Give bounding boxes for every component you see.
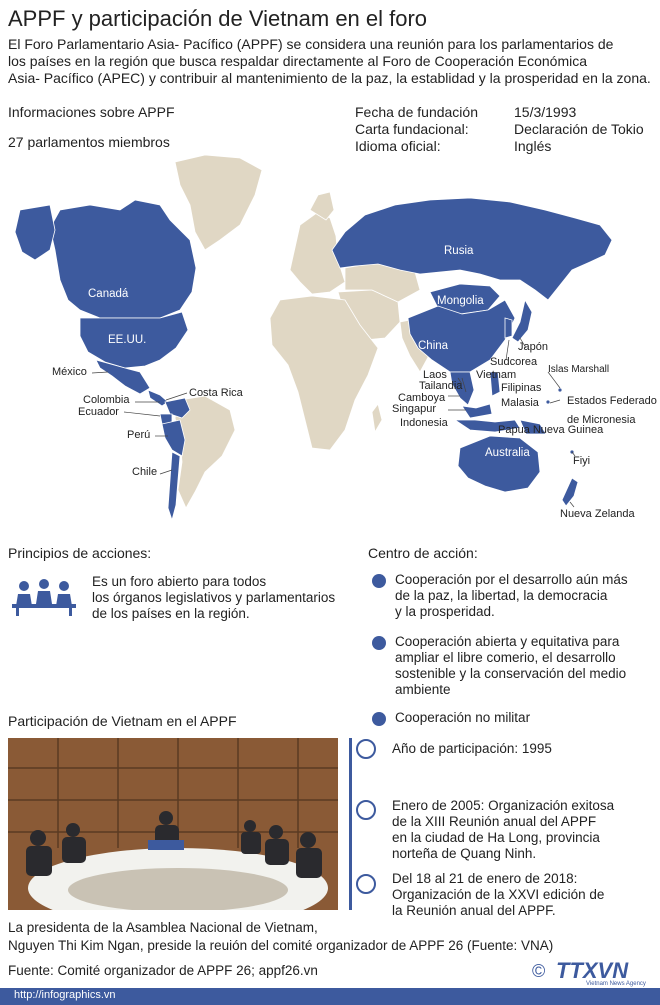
label-australia: Australia xyxy=(485,447,530,459)
center-item-line: de la paz, la libertad, la democracia xyxy=(395,588,608,603)
label-islas-marshall: Islas Marshall xyxy=(548,364,610,375)
center-item-line: Cooperación por el desarrollo aún más xyxy=(395,572,628,587)
fact-value-founding: 15/3/1993 xyxy=(514,104,577,120)
fact-label-charter: Carta fundacional: xyxy=(355,121,469,137)
vietnam-heading: Participación de Vietnam en el APPF xyxy=(8,713,237,729)
label-nueva-zelanda: Nueva Zelanda xyxy=(560,508,635,520)
timeline-line-text: norteña de Quang Ninh. xyxy=(392,846,537,861)
label-indonesia: Indonesia xyxy=(400,417,448,429)
center-item-line: y la prosperidad. xyxy=(395,604,495,619)
timeline-item-2 xyxy=(392,798,614,862)
intro-line: los países en la región que busca respaldar directamente al Foro de Cooperación Económica xyxy=(8,53,588,69)
fact-label-language: Idioma oficial: xyxy=(355,138,441,154)
timeline-line xyxy=(349,738,352,910)
label-filipinas: Filipinas xyxy=(501,382,542,394)
meeting-photo xyxy=(8,738,338,910)
info-heading: Informaciones sobre APPF xyxy=(8,104,175,120)
label-ecuador: Ecuador xyxy=(78,406,119,418)
meeting-icon xyxy=(10,578,78,618)
label-canada: Canadá xyxy=(88,288,129,300)
principles-heading: Principios de acciones: xyxy=(8,545,152,561)
micronesia-shape xyxy=(546,400,550,404)
australia-shape xyxy=(458,436,540,492)
intro-line: El Foro Parlamentario Asia- Pacífico (APPF) se considera una reunión para los parlamentarios de xyxy=(8,36,614,52)
center-item-line: Cooperación no militar xyxy=(395,710,531,725)
timeline-line-text: en la ciudad de Ha Long, provincia xyxy=(392,830,600,845)
label-costa-rica: Costa Rica xyxy=(189,387,243,399)
label-tailandia: Tailandia xyxy=(419,380,463,392)
footer-bar xyxy=(0,988,660,1005)
alaska-shape xyxy=(15,205,55,260)
source-text: Fuente: Comité organizador de APPF 26; appf26.vn xyxy=(8,963,318,978)
central-america-shape xyxy=(148,390,168,406)
label-malasia: Malasia xyxy=(501,397,539,409)
principles-text xyxy=(92,574,335,622)
timeline-line-text: de la XIII Reunión anual del APPF xyxy=(392,814,597,829)
timeline-item-1 xyxy=(392,741,552,757)
principles-line: de los países en la región. xyxy=(92,606,250,621)
footer-url[interactable]: http://infographics.vn xyxy=(14,989,116,1001)
timeline-marker-icon xyxy=(356,874,376,894)
center-item-2 xyxy=(395,634,626,698)
timeline-line-text: Del 18 al 21 de enero de 2018: xyxy=(392,871,578,886)
label-papua: Papua Nueva Guinea xyxy=(498,424,604,436)
timeline-line-text: Año de participación: 1995 xyxy=(392,741,552,756)
fact-label-founding: Fecha de fundación xyxy=(355,104,478,120)
timeline-marker-icon xyxy=(356,739,376,759)
timeline-marker-icon xyxy=(356,800,376,820)
caption-line: La presidenta de la Asamblea Nacional de Vietnam, xyxy=(8,920,318,935)
label-chile: Chile xyxy=(132,466,158,478)
fact-value-charter: Declaración de Tokio xyxy=(514,121,644,137)
bullet-icon xyxy=(372,636,386,650)
marshall-islands-shape xyxy=(558,388,562,392)
world-map xyxy=(0,150,660,530)
label-mexico: México xyxy=(52,366,87,378)
label-micronesia-2: de Micronesia xyxy=(567,414,636,426)
label-singapur: Singapur xyxy=(392,403,437,415)
label-rusia: Rusia xyxy=(444,245,474,257)
label-micronesia-1: Estados Federado xyxy=(567,395,657,407)
center-item-3 xyxy=(395,710,530,726)
center-item-line: sostenible y la conservación del medio xyxy=(395,666,627,681)
ttxvn-logo: TTXVN xyxy=(556,958,629,983)
center-item-1 xyxy=(395,572,628,620)
label-peru: Perú xyxy=(127,429,151,441)
label-usa: EE.UU. xyxy=(108,334,147,346)
principles-line: los órganos legislativos y parlamentarios xyxy=(92,590,336,605)
intro-text xyxy=(8,36,653,87)
members-count: 27 parlamentos miembros xyxy=(8,134,170,150)
principles-line: Es un foro abierto para todos xyxy=(92,574,267,589)
label-japon: Japón xyxy=(518,341,548,353)
center-item-line: Cooperación abierta y equitativa para xyxy=(395,634,620,649)
center-item-line: ampliar el libre comerio, el desarrollo xyxy=(395,650,616,665)
label-laos: Laos xyxy=(423,369,447,381)
fact-value-language: Inglés xyxy=(514,138,552,154)
label-colombia: Colombia xyxy=(83,394,130,406)
peru-shape xyxy=(162,420,185,456)
label-mongolia: Mongolia xyxy=(437,295,484,307)
label-vietnam: Vietnam xyxy=(476,369,517,381)
logo-subtitle: Vietnam News Agency xyxy=(586,981,646,987)
greenland-shape xyxy=(175,155,262,250)
center-heading: Centro de acción: xyxy=(368,545,478,561)
korea-shape xyxy=(505,318,512,338)
photo-caption xyxy=(8,919,553,955)
label-china: China xyxy=(418,340,449,352)
timeline-line-text: Enero de 2005: Organización exitosa xyxy=(392,798,615,813)
intro-line: Asia- Pacífico (APEC) y contribuir al mantenimiento de la paz, la establidad y la prosperidad en la zona. xyxy=(8,70,651,86)
label-fiyi: Fiyi xyxy=(573,455,591,467)
timeline-line-text: Organización de la XXVI edición de xyxy=(392,887,605,902)
bullet-icon xyxy=(372,712,386,726)
timeline-line-text: la Reunión anual del APPF. xyxy=(392,903,556,918)
timeline-item-3 xyxy=(392,871,604,919)
label-camboya: Camboya xyxy=(398,392,446,404)
bullet-icon xyxy=(372,574,386,588)
page-title: APPF y participación de Vietnam en el foro xyxy=(8,6,428,31)
center-item-line: ambiente xyxy=(395,682,451,697)
new-zealand-shape xyxy=(562,478,578,506)
label-sudcorea: Sudcorea xyxy=(490,356,538,368)
malaysia-shape xyxy=(462,404,492,418)
caption-line: Nguyen Thi Kim Ngan, preside la reuión del comité organizador de APPF 26 (Fuente: VNA) xyxy=(8,938,554,953)
japan-shape xyxy=(512,300,532,342)
canada-shape xyxy=(50,200,196,318)
copyright-icon: © xyxy=(532,961,546,981)
madagascar-shape xyxy=(372,404,382,432)
